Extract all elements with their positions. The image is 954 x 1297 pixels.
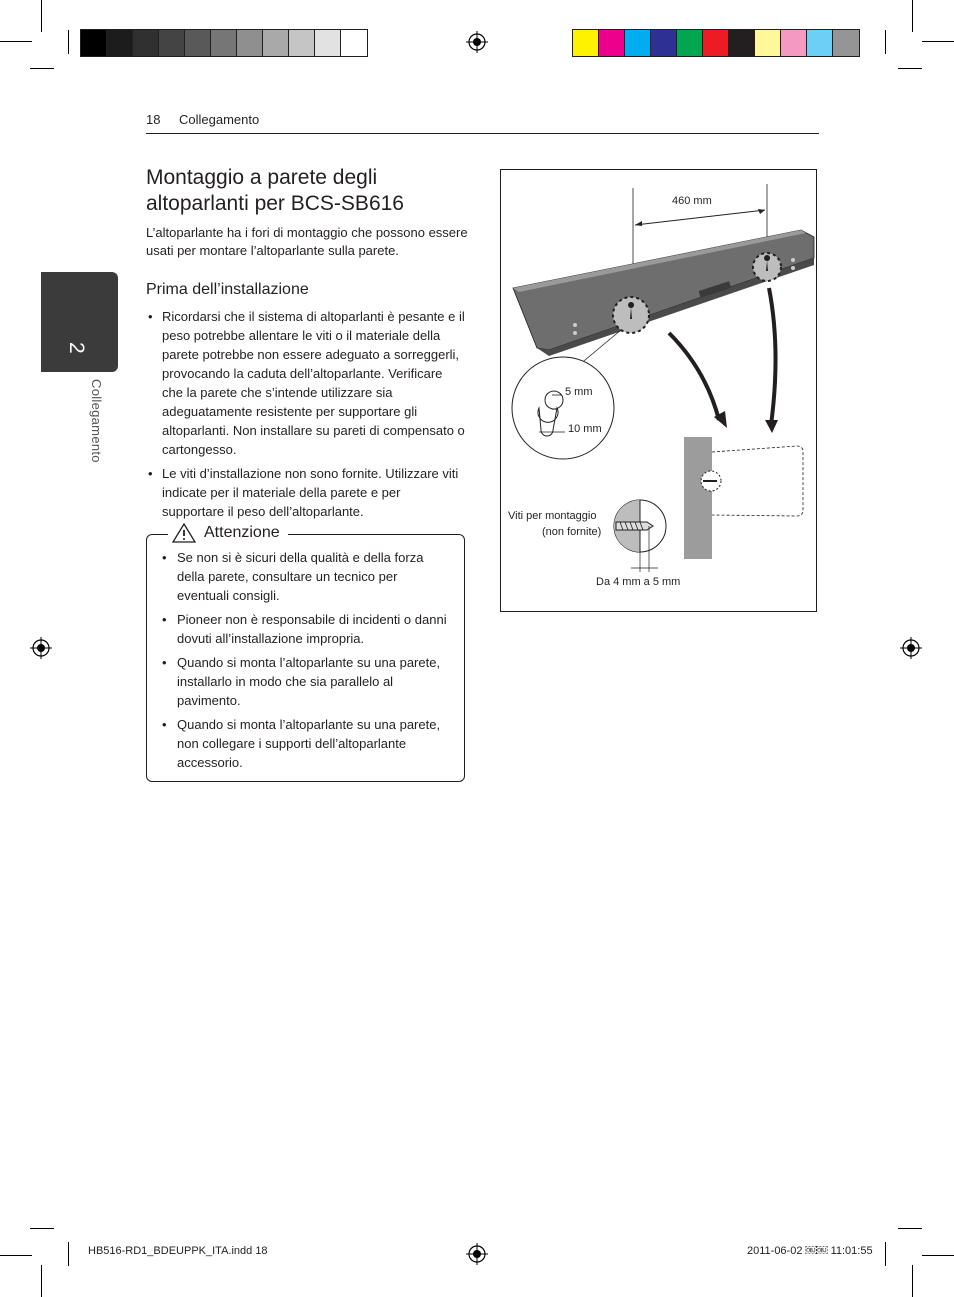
color-swatch <box>599 30 625 56</box>
list-item: • Ricordarsi che il sistema di altoparlanti è pesante e il peso potrebbe allentare le viti o il materiale della parete potrebbe non essere adeguato a sorreggerli, provocando la caduta dell’altoparlante. Verificare che la parete che s’intende utilizzare sia adeguatamente resistente per supportare gli altoparlanti. Non installare su pareti di compensato o cartongesso. <box>146 307 466 459</box>
list-item: • Se non si è sicuri della qualità e della forza della parete, consultare un tecnico per eventuali consigli. <box>160 548 450 605</box>
caution-list <box>160 548 450 777</box>
screw-label-line2: (non fornite) <box>542 526 602 538</box>
crop-mark <box>922 41 954 42</box>
color-swatch <box>263 30 289 56</box>
chapter-tab <box>41 272 118 372</box>
hole-height-label: 10 mm <box>568 423 602 435</box>
crop-mark <box>922 1255 954 1256</box>
installation-bullets <box>146 307 466 526</box>
registration-mark-icon <box>466 1243 488 1265</box>
crop-mark <box>30 68 54 69</box>
color-swatch <box>573 30 599 56</box>
caution-title: Attenzione <box>204 524 280 541</box>
color-swatch <box>833 30 859 56</box>
caution-heading <box>168 523 288 543</box>
header-rule <box>146 133 819 134</box>
screw-label-line1: Viti per montaggio <box>508 510 597 522</box>
grayscale-color-bar <box>80 29 368 57</box>
chapter-number: 2 <box>65 342 88 354</box>
section-subheading: Prima dell’installazione <box>146 281 309 298</box>
registration-mark-icon <box>30 637 52 659</box>
footer-file-info: HB516-RD1_BDEUPPK_ITA.indd 18 <box>88 1245 268 1257</box>
wall-mount-illustration <box>501 170 816 611</box>
registration-mark-icon <box>466 31 488 53</box>
intro-paragraph: L’altoparlante ha i fori di montaggio che possono essere usati per montare l’altoparlante sulla parete. <box>146 225 468 258</box>
color-swatch <box>625 30 651 56</box>
page-title: Montaggio a parete degli altoparlanti per BCS-SB616 <box>146 166 404 215</box>
list-item: • Quando si monta l’altoparlante su una parete, non collegare i supporti dell’altoparlante accessorio. <box>160 715 450 772</box>
crop-mark <box>898 1228 922 1229</box>
crop-mark <box>912 0 913 32</box>
color-swatch <box>315 30 341 56</box>
crop-mark <box>885 30 886 54</box>
footer-timestamp: 2011-06-02 ￼￼ 11:01:55 <box>747 1245 873 1257</box>
chapter-label: Collegamento <box>89 379 104 463</box>
crop-mark <box>68 30 69 54</box>
distance-label: 460 mm <box>672 195 712 207</box>
color-swatch <box>211 30 237 56</box>
color-swatch <box>729 30 755 56</box>
hole-width-label: 5 mm <box>565 386 593 398</box>
crop-mark <box>898 68 922 69</box>
crop-mark <box>885 1242 886 1266</box>
color-swatch <box>651 30 677 56</box>
color-swatch <box>289 30 315 56</box>
color-swatch <box>807 30 833 56</box>
crop-mark <box>912 1265 913 1297</box>
process-color-bar <box>572 29 860 57</box>
crop-mark <box>0 41 32 42</box>
gap-label: Da 4 mm a 5 mm <box>596 576 681 588</box>
page-number: 18 <box>146 112 161 127</box>
wall-mount-figure <box>500 169 817 612</box>
color-swatch <box>185 30 211 56</box>
registration-mark-icon <box>900 637 922 659</box>
crop-mark <box>0 1255 32 1256</box>
color-swatch <box>781 30 807 56</box>
color-swatch <box>755 30 781 56</box>
color-swatch <box>107 30 133 56</box>
warning-triangle-icon <box>172 523 196 543</box>
color-swatch <box>133 30 159 56</box>
color-swatch <box>81 30 107 56</box>
crop-mark <box>68 1242 69 1266</box>
running-header: Collegamento <box>179 112 260 127</box>
list-item: • Pioneer non è responsabile di incidenti o danni dovuti all’installazione impropria. <box>160 610 450 648</box>
crop-mark <box>41 0 42 32</box>
crop-mark <box>41 1265 42 1297</box>
color-swatch <box>341 30 367 56</box>
color-swatch <box>237 30 263 56</box>
color-swatch <box>677 30 703 56</box>
list-item: • Quando si monta l’altoparlante su una parete, installarlo in modo che sia parallelo al pavimento. <box>160 653 450 710</box>
color-swatch <box>703 30 729 56</box>
color-swatch <box>159 30 185 56</box>
crop-mark <box>30 1228 54 1229</box>
list-item: • Le viti d’installazione non sono fornite. Utilizzare viti indicate per il materiale della parete e per supportare il peso dell’altoparlante. <box>146 464 466 521</box>
